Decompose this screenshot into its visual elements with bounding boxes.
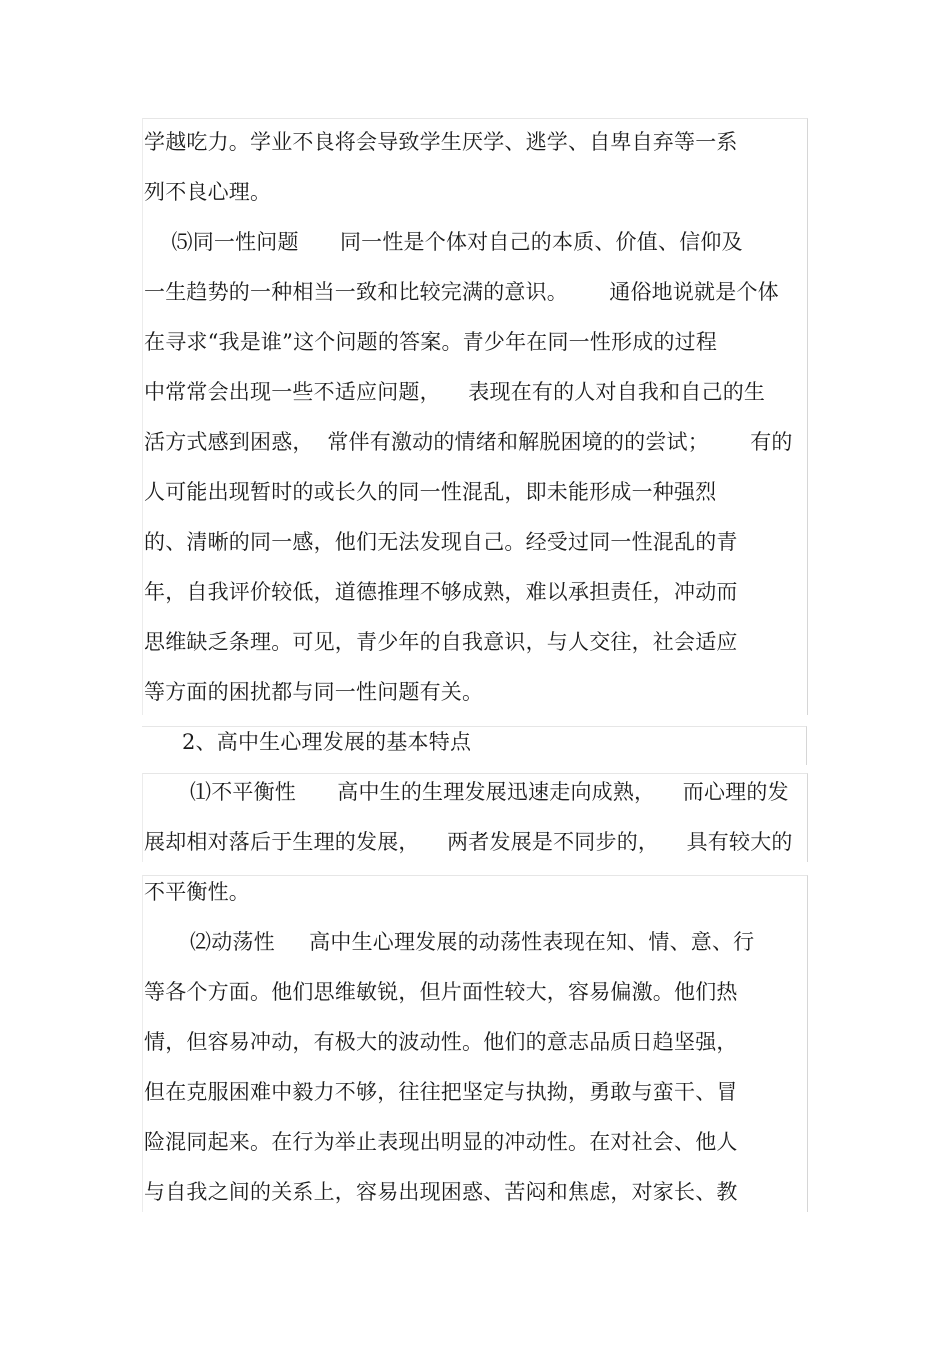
text-line: 与自我之间的关系上，容易出现困惑、苦闷和焦虑，对家长、教 xyxy=(144,1180,738,1204)
text-line: ⑸同一性问题 同一性是个体对自己的本质、价值、信仰及 xyxy=(144,230,743,254)
text-line: 年，自我评价较低，道德推理不够成熟，难以承担责任，冲动而 xyxy=(144,580,738,604)
text-line: 但在克服困难中毅力不够，往往把坚定与执拗，勇敢与蛮干、冒 xyxy=(144,1080,738,1104)
text-line: 情，但容易冲动，有极大的波动性。他们的意志品质日趋坚强， xyxy=(144,1030,738,1054)
text-line: 中常常会出现一些不适应问题， 表现在有的人对自我和自己的生 xyxy=(144,380,766,404)
text-line: ⑴不平衡性 高中生的生理发展迅速走向成熟， 而心理的发 xyxy=(190,780,789,804)
section-heading: 2、高中生心理发展的基本特点 xyxy=(182,730,472,754)
text-line: 列不良心理。 xyxy=(144,180,272,204)
text-frame xyxy=(142,118,808,715)
text-line: 等各个方面。他们思维敏锐，但片面性较大，容易偏激。他们热 xyxy=(144,980,738,1004)
text-line: 在寻求“我是谁”这个问题的答案。青少年在同一性形成的过程 xyxy=(144,330,718,354)
text-line: 活方式感到困惑， 常伴有激动的情绪和解脱困境的的尝试； 有的 xyxy=(144,430,793,454)
text-line: 险混同起来。在行为举止表现出明显的冲动性。在对社会、他人 xyxy=(144,1130,738,1154)
text-line: 一生趋势的一种相当一致和比较完满的意识。 通俗地说就是个体 xyxy=(144,280,779,304)
text-line: 等方面的困扰都与同一性问题有关。 xyxy=(144,680,484,704)
text-line: 学越吃力。学业不良将会导致学生厌学、逃学、自卑自弃等一系 xyxy=(144,130,738,154)
text-line: 的、清晰的同一感，他们无法发现自己。经受过同一性混乱的青 xyxy=(144,530,738,554)
text-line: 不平衡性。 xyxy=(144,880,250,904)
text-line: 人可能出现暂时的或长久的同一性混乱，即未能形成一种强烈 xyxy=(144,480,717,504)
text-line: ⑵动荡性 高中生心理发展的动荡性表现在知、情、意、行 xyxy=(190,930,755,954)
text-line: 思维缺乏条理。可见，青少年的自我意识，与人交往，社会适应 xyxy=(144,630,738,654)
text-line: 展却相对落后于生理的发展， 两者发展是不同步的， 具有较大的 xyxy=(144,830,793,854)
